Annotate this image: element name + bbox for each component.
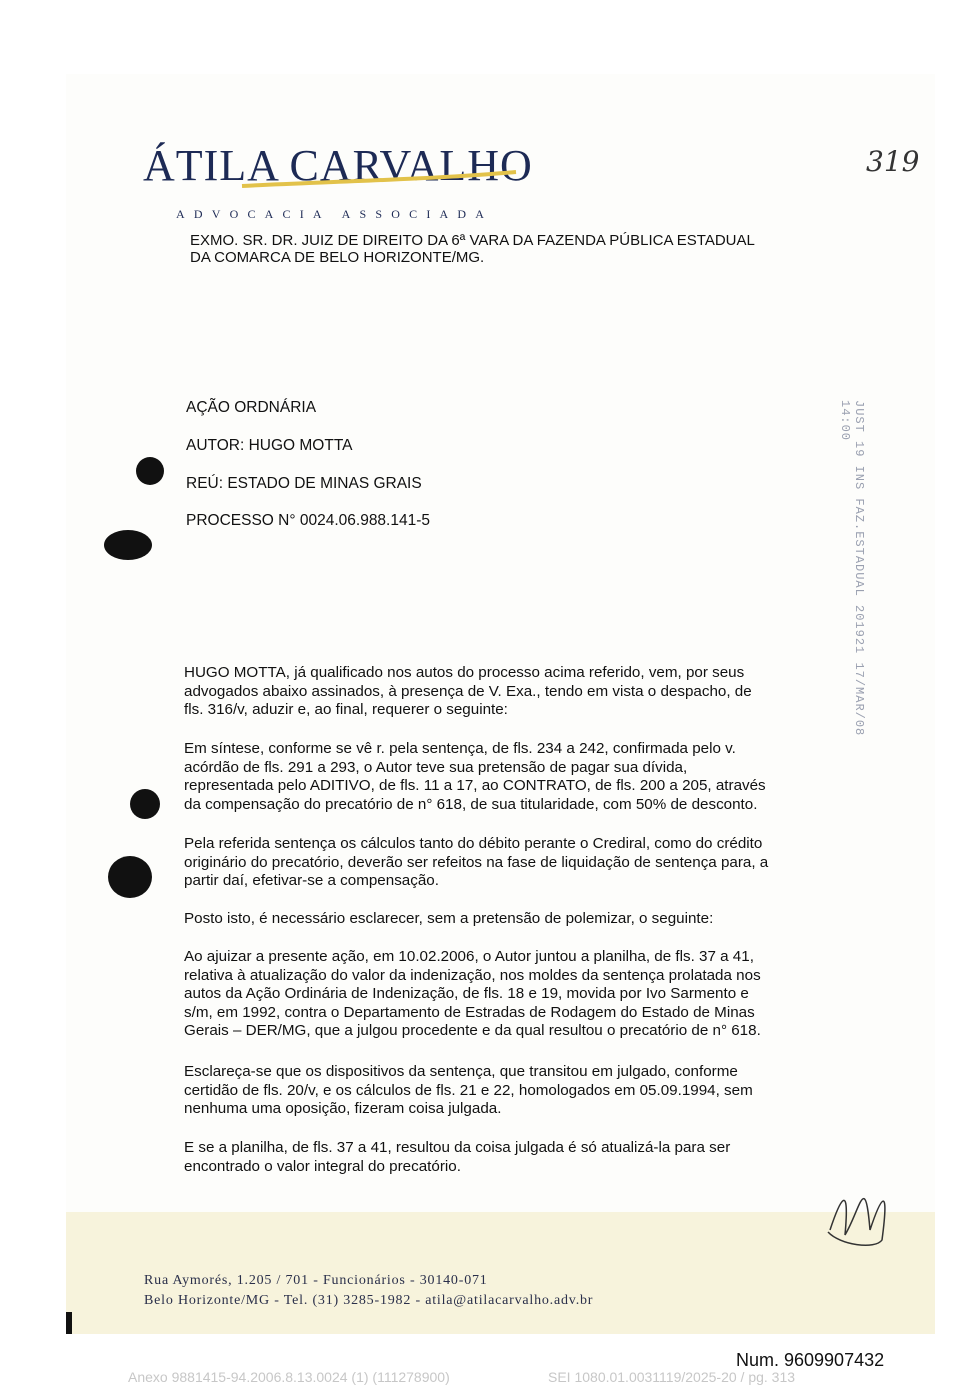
paragraph-res-judicata: Esclareça-se que os dispositivos da sentença, que transitou em julgado, conforme certidão de fls. 20/v, e os cálculos de fls. 21 e 22, homologados em 05.09.1994, sem nenhuma uma oposição, fizeram coisa julgada. [184,1063,753,1117]
sei-reference: SEI 1080.01.0031119/2025-20 / pg. 313 [548,1369,796,1385]
paragraph-clarification-intro: Posto isto, é necessário esclarecer, sem a pretensão de polemizar, o seguinte: [184,910,714,927]
punch-hole [130,789,160,819]
firm-subtitle: ADVOCACIA ASSOCIADA [176,207,494,221]
footer-contact-line: Belo Horizonte/MG - Tel. (31) 3285-1982 - atila@atilacarvalho.adv.br [144,1293,594,1308]
signature-initials-icon [820,1160,900,1250]
case-author: AUTOR: HUGO MOTTA [186,437,353,454]
paragraph-conclusion: E se a planilha, de fls. 37 a 41, resultou da coisa julgada é só atualizá-la para ser encontrado o valor integral do precatório. [184,1139,731,1175]
punch-hole [108,856,152,898]
scan-edge-mark [66,1312,72,1334]
logo-swoosh-icon [240,170,520,190]
case-process-number: PROCESSO N° 0024.06.988.141-5 [186,512,431,529]
handwritten-page-number: 319 [866,145,920,178]
annex-reference: Anexo 9881415-94.2006.8.13.0024 (1) (111278900) [128,1369,450,1385]
firm-logo-text: ÁTILA CARVALHO [143,141,533,190]
paragraph-synthesis: Em síntese, conforme se vê r. pela sentença, de fls. 234 a 242, confirmada pelo v. acórdão de fls. 291 a 293, o Autor teve sua pretensão de pagar sua dívida, representada pelo ADITIVO, de fls. 11 a 17, ao CONTRATO, de fls. 200 a 205, através da compensação do precatório de n° 618, de sua titularidade, com 50% de desconto. [184,740,766,813]
paragraph-sentence-calculations: Pela referida sentença os cálculos tanto do débito perante o Crediral, como do crédito originário do precatório, deverão ser refeitos na fase de liquidação de sentença para, a partir daí, efetivar-se a compensação. [184,835,769,889]
addressee-line: DA COMARCA DE BELO HORIZONTE/MG. [190,249,485,266]
punch-hole [104,530,152,560]
punch-hole [136,457,164,485]
paragraph-action-filing: Ao ajuizar a presente ação, em 10.02.2006, o Autor juntou a planilha, de fls. 37 a 41, relativa à atualização do valor da indenização, nos moldes da sentença prolatada nos autos da Ação Ordinária de Indenização, de fls. 18 e 19, movida por Ivo Sarmento e s/m, em 1992, contra o Departamento de Estradas de Rodagem do Estado de Minas Gerais – DER/MG, que a julgou procedente e da qual resultou o precatório de n° 618. [184,948,761,1039]
paragraph-introduction: HUGO MOTTA, já qualificado nos autos do processo acima referido, vem, por seus advogados abaixo assinados, à presença de V. Exa., tendo em vista o despacho, de fls. 316/v, aduzir e, ao final, requerer o seguinte: [184,664,752,718]
case-action: AÇÃO ORDNÁRIA [186,399,317,416]
addressee-line: EXMO. SR. DR. JUIZ DE DIREITO DA 6ª VARA DA FAZENDA PÚBLICA ESTADUAL [190,232,755,249]
case-defendant: REÚ: ESTADO DE MINAS GRAIS [186,475,422,492]
document-number: Num. 9609907432 [736,1350,885,1370]
addressee-block [190,232,830,266]
footer-address-line: Rua Aymorés, 1.205 / 701 - Funcionários - 30140-071 [144,1273,488,1288]
protocol-stamp: JUST 19 INS FAZ.ESTADUAL 201921 17/MAR/08 14:00 [838,400,866,737]
